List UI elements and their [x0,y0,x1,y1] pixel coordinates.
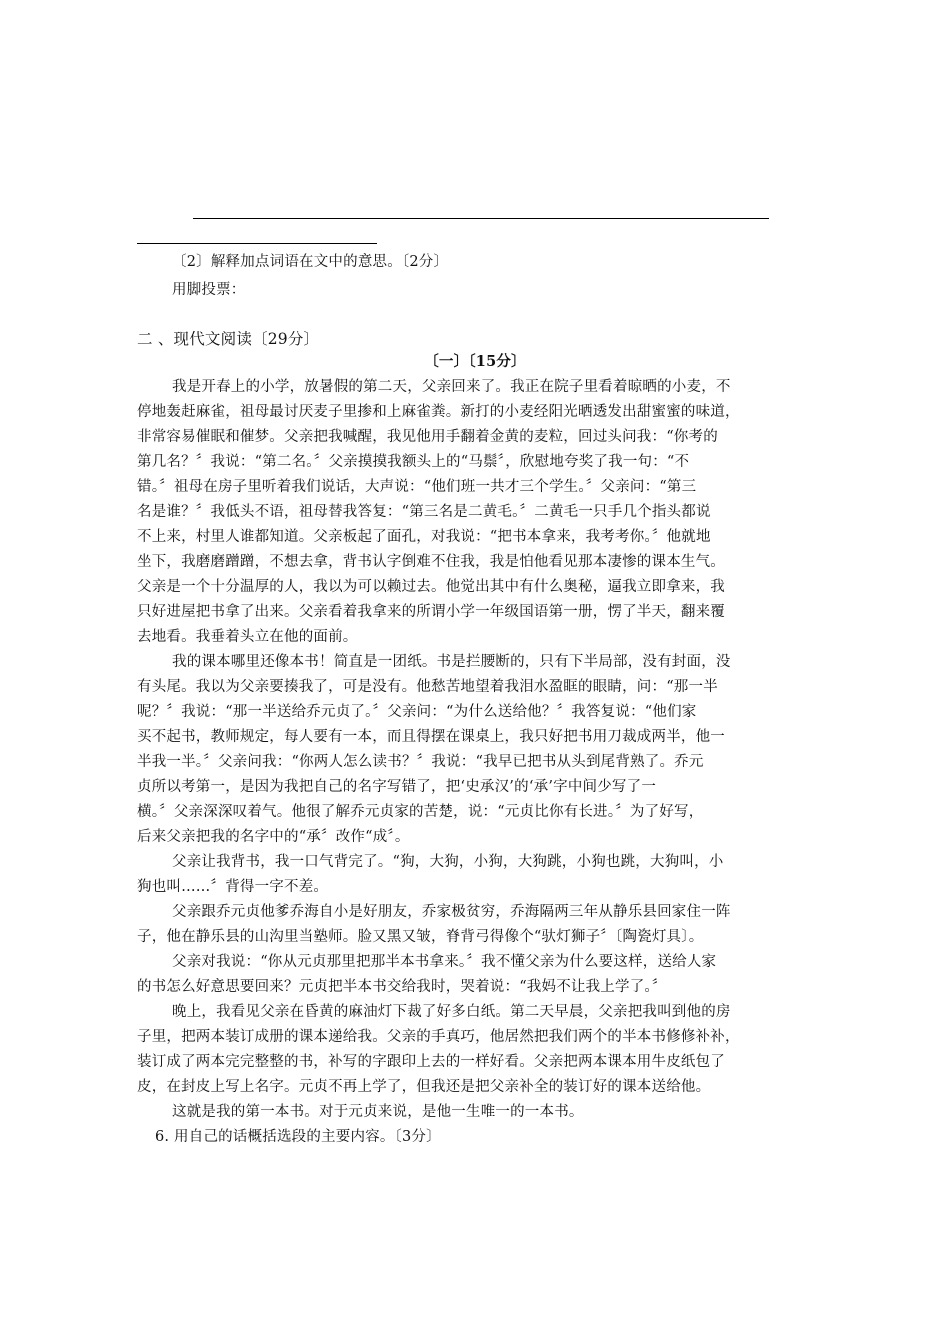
passage-line: 的书怎么好意思要回来？元贞把半本书交给我时，哭着说：“我妈不让我上学了。〞 [137,979,667,995]
passage-line: 第几名？〞我说：“第二名。〞父亲摸摸我额头上的“马鬃〞，欣慰地夸奖了我一句：“不 [137,454,690,470]
answer-line-short [137,243,377,244]
question-6: 6. 用自己的话概括选段的主要内容。〔3分〕 [155,1129,441,1145]
passage-line: 狗也叫……〞背得一字不差。 [137,879,329,895]
passage-line: 停地轰赶麻雀，祖母最讨厌麦子里掺和上麻雀粪。新打的小麦经阳光晒透发出甜蜜蜜的味道， [137,404,740,420]
passage-line: 只好进屋把书拿了出来。父亲看着我拿来的所谓小学一年级国语第一册，愣了半天，翻来覆 [137,604,725,620]
passage-line: 非常容易催眠和催梦。父亲把我喊醒，我见他用手翻着金黄的麦粒，回过头问我：“你考的 [137,429,718,445]
passage-line: 父亲对我说：“你从元贞那里把那半本书拿来。〞我不懂父亲为什么要这样，送给人家 [172,954,717,970]
passage-line: 贞所以考第一，是因为我把自己的名字写错了，把‘史承汉’的‘承’字中间少写了一 [137,779,657,795]
passage-line: 不上来，村里人谁都知道。父亲板起了面孔，对我说：“把书本拿来，我考考你。〞他就地 [137,529,711,545]
passage-line: 父亲跟乔元贞他爹乔海自小是好朋友，乔家极贫穷，乔海隔两三年从静乐县回家住一阵 [172,904,731,920]
passage-line: 去地看。我垂着头立在他的面前。 [137,629,358,645]
passage-line: 有头尾。我以为父亲要揍我了，可是没有。他愁苦地望着我泪水盈眶的眼睛，问：“那一半 [137,679,718,695]
passage-line: 我的课本哪里还像本书！简直是一团纸。书是拦腰断的，只有下半局部，没有封面，没 [172,654,731,670]
section-title: 二 、现代文阅读〔29分〕 [137,330,320,348]
passage-line: 子里，把两本装订成册的课本递给我。父亲的手真巧，他居然把我们两个的半本书修修补补， [137,1029,740,1045]
passage-line: 皮，在封皮上写上名字。元贞不再上学了，但我还是把父亲补全的装订好的课本送给他。 [137,1079,711,1095]
passage-line: 呢？〞我说：“那一半送给乔元贞了。〞父亲问：“为什么送给他？〞我答复说：“他们家 [137,704,697,720]
passage-line: 晚上，我看见父亲在昏黄的麻油灯下裁了好多白纸。第二天早晨，父亲把我叫到他的房 [172,1004,731,1020]
passage-line: 装订成了两本完完整整的书，补写的字跟印上去的一样好看。父亲把两本课本用牛皮纸包了 [137,1054,725,1070]
passage-line: 父亲是一个十分温厚的人，我以为可以赖过去。他觉出其中有什么奥秘，逼我立即拿来，我 [137,579,725,595]
passage-line: 子，他在静乐县的山沟里当塾师。脸又黑又皱，脊背弓得像个“驮灯狮子〞〔陶瓷灯具〕。 [137,929,704,945]
answer-line-long [193,218,769,219]
passage-line: 横。〞父亲深深叹着气。他很了解乔元贞家的苦楚，说：“元贞比你有长进。〞为了好写， [137,804,704,820]
passage-line: 买不起书，教师规定，每人要有一本，而且得摆在课桌上，我只好把书用刀裁成两半，他一 [137,729,725,745]
passage-line: 后来父亲把我的名字中的“承〞改作“成〞。 [137,829,410,845]
passage-line: 半我一半。〞父亲问我：“你两人怎么读书？〞我说：“我早已把书从头到尾背熟了。乔元 [137,754,704,770]
passage-line: 我是开春上的小学，放暑假的第二天，父亲回来了。我正在院子里看着晾晒的小麦，不 [172,379,731,395]
passage-line: 名是谁？〞我低头不语，祖母替我答复：“第三名是二黄毛。〞二黄毛一只手几个指头都说 [137,504,711,520]
section-subtitle: 〔一〕〔15分〕 [424,353,526,370]
passage-line: 错。〞祖母在房子里听着我们说话，大声说：“他们班一共才三个学生。〞父亲问：“第三 [137,479,697,495]
question-2-prompt: 〔2〕解释加点词语在文中的意思。〔2分〕 [172,254,449,270]
question-2-term: 用脚投票： [172,282,246,298]
passage-line: 坐下，我磨磨蹭蹭，不想去拿，背书认字倒难不住我，我是怕他看见那本凄惨的课本生气。 [137,554,725,570]
passage-line: 这就是我的第一本书。对于元贞来说，是他一生唯一的一本书。 [172,1104,584,1120]
passage-line: 父亲让我背书，我一口气背完了。“狗，大狗，小狗，大狗跳，小狗也跳，大狗叫，小 [172,854,724,870]
